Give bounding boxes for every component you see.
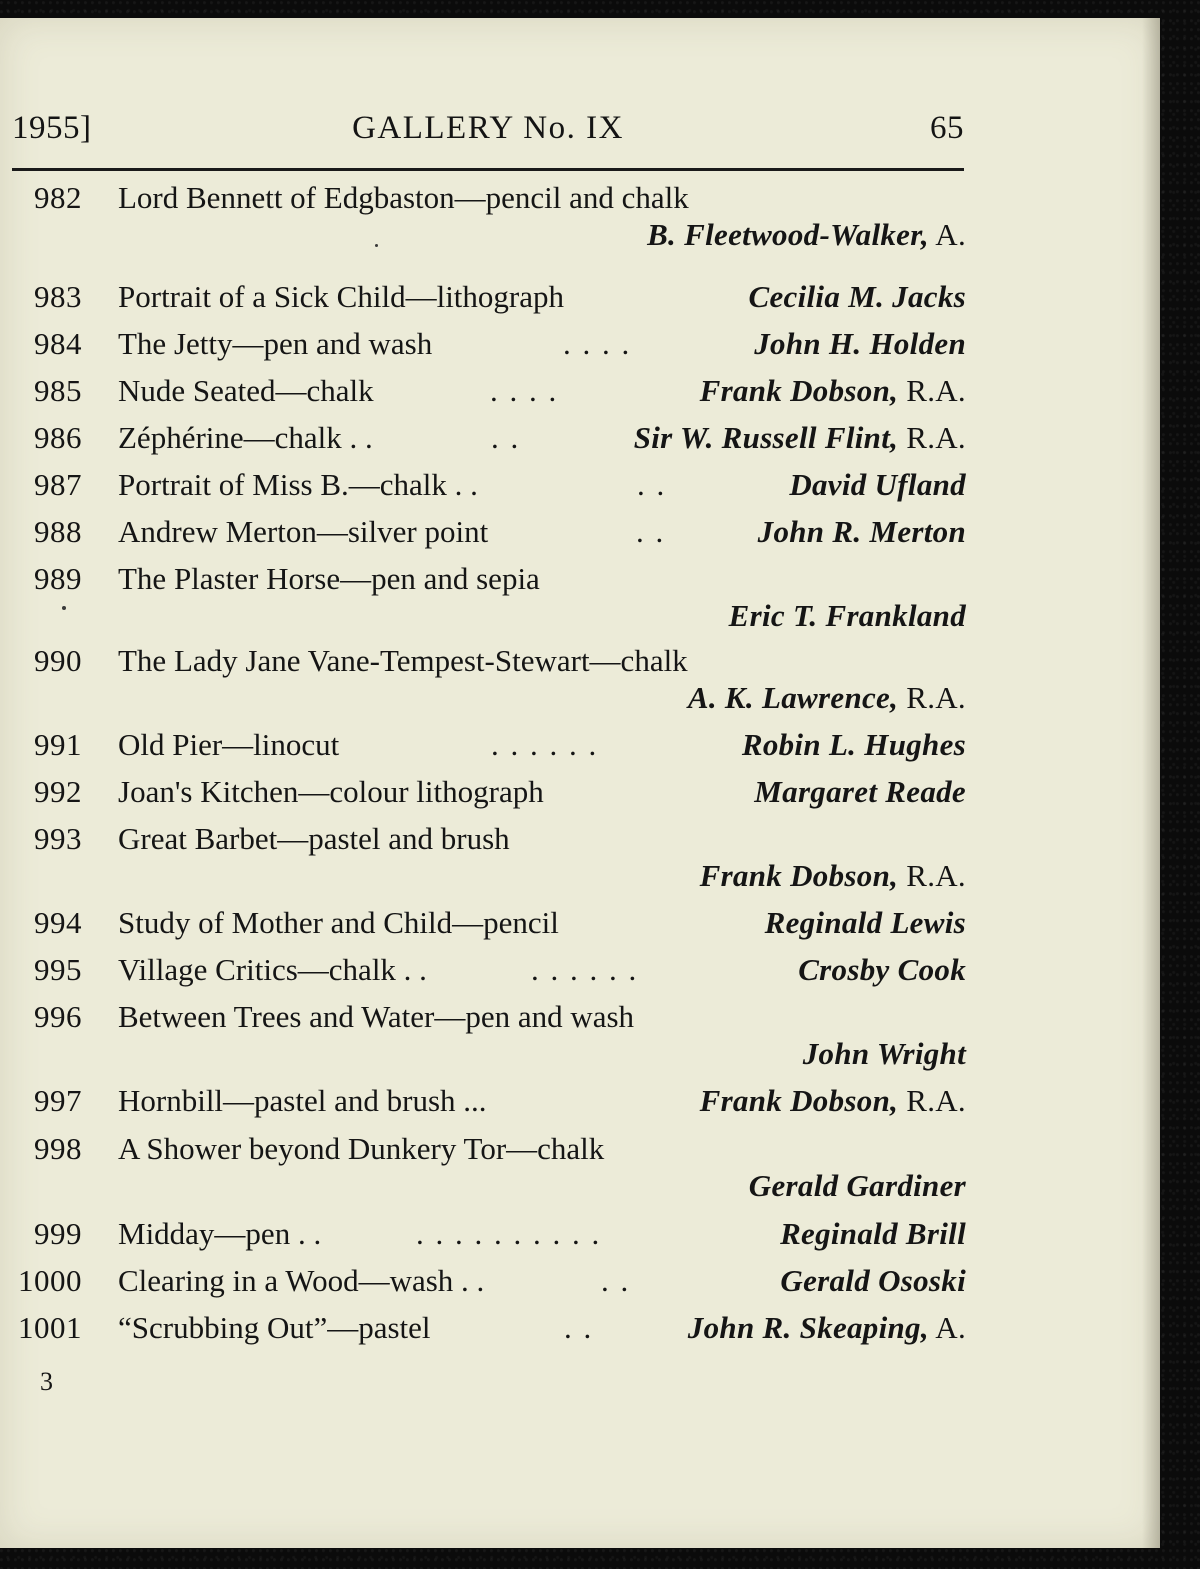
- leader-dots: . .: [637, 467, 667, 502]
- entry-artist: Crosby Cook: [798, 952, 966, 987]
- entry-number: 990: [34, 643, 82, 678]
- entry-description: Between Trees and Water—pen and wash: [118, 999, 635, 1034]
- leader-dots: . . . . . .: [491, 727, 599, 762]
- leader-dots: . . . .: [563, 326, 632, 361]
- entry-number: 998: [34, 1131, 82, 1166]
- entry-artist: Reginald Brill: [780, 1216, 966, 1251]
- entry-artist: Sir W. Russell Flint, R.A.: [633, 420, 966, 455]
- leader-dots: . .: [491, 420, 521, 455]
- entry-description: Lord Bennett of Edgbaston—pencil and chalk: [118, 180, 689, 215]
- gallery-title: GALLERY No. IX: [352, 110, 624, 146]
- page-number: 65: [930, 110, 964, 146]
- entry-artist: Gerald Gardiner: [748, 1168, 966, 1203]
- entry-description: Old Pier—linocut: [118, 727, 340, 762]
- entry-description: The Plaster Horse—pen and sepia: [118, 561, 540, 596]
- entry-description: Joan's Kitchen—colour lithograph: [118, 774, 544, 809]
- entry-number: 1000: [18, 1263, 82, 1298]
- entry-artist: Reginald Lewis: [764, 905, 966, 940]
- entry-description: Great Barbet—pastel and brush: [118, 821, 510, 856]
- entry-number: 989: [34, 561, 82, 596]
- entry-description: A Shower beyond Dunkery Tor—chalk: [118, 1131, 605, 1166]
- entry-artist: A. K. Lawrence, R.A.: [687, 680, 966, 715]
- entry-description: Zéphérine—chalk . .: [118, 420, 373, 455]
- entry-number: 991: [34, 727, 82, 762]
- entry-artist: John Wright: [802, 1036, 966, 1071]
- entry-description: Nude Seated—chalk: [118, 373, 374, 408]
- catalogue-page: [0, 18, 1160, 1548]
- leader-dots: . . . . . . . . . .: [416, 1216, 602, 1251]
- entry-number: 983: [34, 279, 82, 314]
- leader-dots: . . . .: [490, 373, 559, 408]
- leader-dots: . . . . . .: [531, 952, 639, 987]
- entry-number: 984: [34, 326, 82, 361]
- entry-number: 1001: [18, 1310, 82, 1345]
- entry-artist: Frank Dobson, R.A.: [699, 1083, 966, 1118]
- entry-artist: John R. Skeaping, A.: [687, 1310, 966, 1345]
- entry-description: Midday—pen . .: [118, 1216, 322, 1251]
- leader-dots: . .: [564, 1310, 594, 1345]
- entry-description: Andrew Merton—silver point: [118, 514, 489, 549]
- entry-number: 997: [34, 1083, 82, 1118]
- entry-number: 986: [34, 420, 82, 455]
- entry-description: Study of Mother and Child—pencil: [118, 905, 559, 940]
- entry-number: 999: [34, 1216, 82, 1251]
- entry-number: 993: [34, 821, 82, 856]
- catalogue-entries: [0, 18, 1160, 1548]
- entry-artist: John H. Holden: [754, 326, 966, 361]
- entry-artist: Frank Dobson, R.A.: [699, 858, 966, 893]
- entry-number: 985: [34, 373, 82, 408]
- entry-number: 996: [34, 999, 82, 1034]
- entry-artist: Robin L. Hughes: [741, 727, 966, 762]
- entry-number: 988: [34, 514, 82, 549]
- entry-artist: Gerald Ososki: [780, 1263, 966, 1298]
- entry-artist: Margaret Reade: [754, 774, 966, 809]
- entry-artist: Frank Dobson, R.A.: [699, 373, 966, 408]
- entry-description: Hornbill—pastel and brush ...: [118, 1083, 487, 1118]
- entry-description: “Scrubbing Out”—pastel: [118, 1310, 431, 1345]
- leader-dots: . .: [601, 1263, 631, 1298]
- entry-description: Clearing in a Wood—wash . .: [118, 1263, 485, 1298]
- entry-description: Village Critics—chalk . .: [118, 952, 427, 987]
- entry-artist: Eric T. Frankland: [728, 598, 966, 633]
- signature-mark: 3: [40, 1367, 53, 1396]
- header-year: 1955]: [12, 110, 92, 146]
- entry-number: 987: [34, 467, 82, 502]
- entry-number: 982: [34, 180, 82, 215]
- entry-artist: David Ufland: [789, 467, 966, 502]
- entry-number: 992: [34, 774, 82, 809]
- entry-artist: John R. Merton: [757, 514, 966, 549]
- entry-number: 995: [34, 952, 82, 987]
- entry-number: 994: [34, 905, 82, 940]
- entry-description: The Lady Jane Vane-Tempest-Stewart—chalk: [118, 643, 688, 678]
- entry-artist: B. Fleetwood-Walker, A.: [647, 217, 966, 252]
- entry-description: Portrait of a Sick Child—lithograph: [118, 279, 565, 314]
- leader-dots: . .: [636, 514, 666, 549]
- entry-artist: Cecilia M. Jacks: [748, 279, 966, 314]
- entry-description: The Jetty—pen and wash: [118, 326, 433, 361]
- entry-description: Portrait of Miss B.—chalk . .: [118, 467, 478, 502]
